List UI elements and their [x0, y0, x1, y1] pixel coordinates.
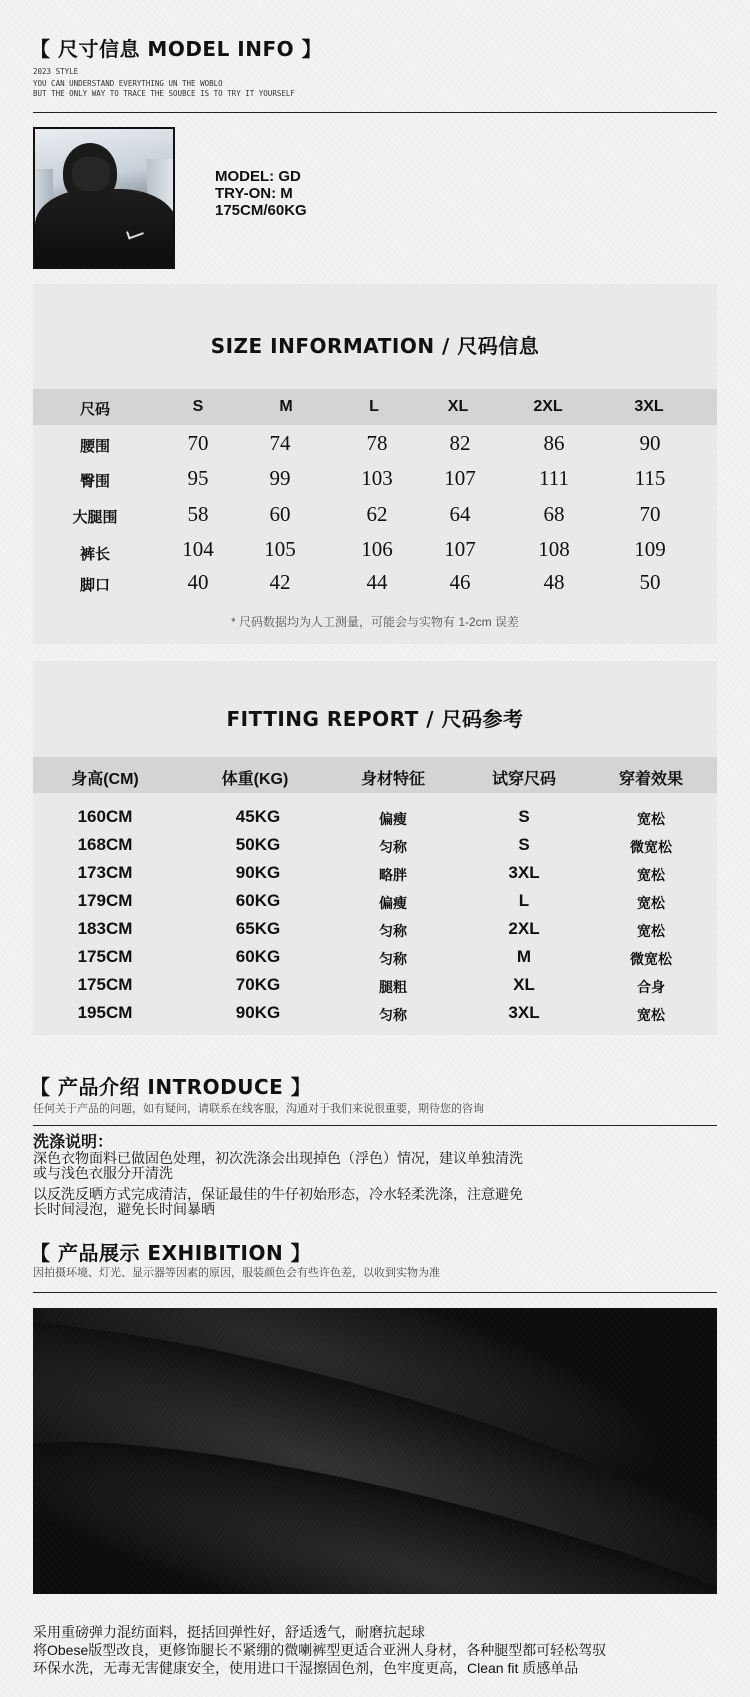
size-cell: 90 — [639, 431, 661, 455]
size-cell: 40 — [187, 570, 209, 594]
model-try-on: TRY-ON: M — [215, 185, 293, 202]
fit-col-header: 试穿尺码 — [491, 771, 556, 788]
fit-cell: 匀称 — [379, 1007, 407, 1023]
fit-cell: 偏瘦 — [379, 895, 407, 911]
wash-line-1b: 或与浅色衣服分开清洗 — [33, 1165, 173, 1181]
description-line-2: 将Obese版型改良，更修饰腿长不紧绷的微喇裤型更适合亚洲人身材，各种腿型都可轻松驾驭 — [33, 1642, 607, 1658]
size-cell: 104 — [182, 537, 214, 561]
fit-cell: 70KG — [235, 975, 281, 994]
fit-cell: 腿粗 — [379, 979, 407, 995]
wash-line-2a: 以反洗反晒方式完成清洁，保证最佳的牛仔初始形态，冷水轻柔洗涤，注意避免 — [33, 1186, 523, 1202]
size-cell: 50 — [639, 570, 661, 594]
size-cell: 48 — [543, 570, 565, 594]
size-col-header: M — [279, 398, 293, 415]
size-col-header: 2XL — [533, 398, 563, 415]
size-col-header: L — [369, 398, 379, 415]
size-cell: 58 — [187, 502, 209, 526]
introduce-heading: 【 产品介绍 INTRODUCE 】 — [30, 1075, 312, 1099]
size-cell: 103 — [361, 466, 393, 490]
introduce-divider — [33, 1125, 717, 1126]
fit-cell: 宽松 — [637, 867, 665, 883]
size-cell: 42 — [269, 570, 291, 594]
size-cell: 82 — [449, 431, 471, 455]
exhibition-divider — [33, 1292, 717, 1293]
size-cell: 60 — [269, 502, 291, 526]
tagline-1: YOU CAN UNDERSTAND EVERYTHING UN THE WOBLO — [33, 79, 223, 88]
fit-cell: XL — [513, 975, 535, 994]
fit-cell: 90KG — [235, 863, 281, 882]
size-row-label: 大腿围 — [72, 509, 118, 526]
fit-cell: 偏瘦 — [379, 811, 407, 827]
fit-cell: 匀称 — [379, 923, 407, 939]
fit-cell: 60KG — [235, 947, 281, 966]
tagline-2: BUT THE ONLY WAY TO TRACE THE SOUBCE IS TO TRY IT YOURSELF — [33, 89, 295, 98]
size-info-title: SIZE INFORMATION / 尺码信息 — [210, 334, 540, 358]
size-cell: 108 — [538, 537, 570, 561]
size-cell: 46 — [449, 570, 471, 594]
fit-cell: 50KG — [235, 835, 281, 854]
model-stats: 175CM/60KG — [215, 202, 307, 219]
style-year: 2023 STYLE — [33, 67, 79, 76]
fit-cell: 195CM — [77, 1003, 133, 1022]
size-measure-note: * 尺码数据均为人工测量，可能会与实物有 1-2cm 误差 — [230, 615, 519, 629]
size-cell: 62 — [366, 502, 388, 526]
model-info — [215, 168, 307, 219]
fit-cell: 匀称 — [379, 839, 407, 855]
fit-cell: 宽松 — [637, 1007, 665, 1023]
fabric-closeup-photo — [33, 1308, 717, 1594]
fit-cell: 2XL — [508, 919, 540, 938]
fit-cell: 90KG — [235, 1003, 281, 1022]
fit-cell: 匀称 — [379, 951, 407, 967]
size-cell: 109 — [634, 537, 666, 561]
size-cell: 64 — [449, 502, 471, 526]
wash-line-1a: 深色衣物面料已做固色处理，初次洗涤会出现掉色（浮色）情况，建议单独清洗 — [33, 1150, 523, 1166]
size-col-header: S — [192, 398, 204, 415]
size-cell: 74 — [269, 431, 291, 455]
introduce-subtitle: 任何关于产品的问题，如有疑问，请联系在线客服，沟通对于我们来说很重要，期待您的咨询 — [33, 1103, 484, 1115]
model-photo — [33, 127, 175, 269]
fit-cell: S — [518, 835, 530, 854]
fit-cell: 45KG — [235, 807, 281, 826]
wash-title: 洗涤说明： — [33, 1134, 114, 1151]
size-row-label: 腰围 — [79, 438, 110, 455]
model-info-heading: 【 尺寸信息 MODEL INFO 】 — [30, 37, 323, 61]
size-cell: 99 — [269, 466, 291, 490]
fit-cell: 65KG — [235, 919, 281, 938]
size-col-header: 3XL — [634, 398, 664, 415]
size-cell: 70 — [639, 502, 661, 526]
size-cell: 107 — [444, 537, 476, 561]
fit-cell: L — [518, 891, 530, 910]
size-cell: 95 — [187, 466, 209, 490]
size-cell: 106 — [361, 537, 393, 561]
size-cell: 78 — [366, 431, 388, 455]
size-cell: 44 — [366, 570, 388, 594]
fit-cell: 合身 — [637, 979, 665, 995]
fit-cell: 179CM — [77, 891, 133, 910]
size-cell: 107 — [444, 466, 476, 490]
fit-cell: 168CM — [77, 835, 133, 854]
description-line-1: 采用重磅弹力混纺面料，挺括回弹性好，舒适透气，耐磨抗起球 — [33, 1624, 425, 1640]
size-cell: 115 — [634, 466, 666, 490]
size-cell: 68 — [543, 502, 565, 526]
size-col-header: 尺码 — [79, 401, 110, 418]
fit-cell: 3XL — [508, 863, 540, 882]
exhibition-heading: 【 产品展示 EXHIBITION 】 — [30, 1241, 312, 1265]
size-cell: 111 — [539, 466, 569, 490]
fit-cell: 微宽松 — [630, 951, 672, 967]
size-col-header: XL — [447, 398, 469, 415]
fit-col-header: 穿着效果 — [618, 771, 683, 788]
fit-col-header: 体重(KG) — [221, 771, 289, 788]
fit-cell: 略胖 — [379, 867, 407, 883]
fit-col-header: 身材特征 — [360, 771, 425, 788]
fit-cell: 173CM — [77, 863, 133, 882]
fit-cell: 3XL — [508, 1003, 540, 1022]
fit-col-header: 身高(CM) — [71, 771, 139, 788]
fit-cell: 175CM — [77, 975, 133, 994]
size-row-label: 臀围 — [79, 473, 110, 490]
fit-cell: 160CM — [77, 807, 133, 826]
size-row-label: 脚口 — [79, 577, 110, 594]
fit-cell: 183CM — [77, 919, 133, 938]
model-name: MODEL: GD — [215, 168, 301, 185]
fit-cell: 60KG — [235, 891, 281, 910]
size-row-label: 裤长 — [79, 546, 110, 563]
fit-cell: 175CM — [77, 947, 133, 966]
exhibition-subtitle: 因拍摄环境、灯光、显示器等因素的原因，服装颜色会有些许色差，以收到实物为准 — [33, 1267, 440, 1279]
size-cell: 70 — [187, 431, 209, 455]
size-cell: 86 — [543, 431, 565, 455]
fit-cell: 宽松 — [637, 811, 665, 827]
size-cell: 105 — [264, 537, 296, 561]
fit-cell: 宽松 — [637, 923, 665, 939]
fit-cell: 微宽松 — [630, 839, 672, 855]
fitting-report-title: FITTING REPORT / 尺码参考 — [226, 707, 524, 731]
fit-cell: M — [516, 947, 532, 966]
fit-cell: S — [518, 807, 530, 826]
fit-cell: 宽松 — [637, 895, 665, 911]
header-divider — [33, 112, 717, 113]
description-line-3: 环保水洗，无毒无害健康安全，使用进口干湿擦固色剂，色牢度更高，Clean fit 质感单品 — [33, 1660, 579, 1676]
wash-line-2b: 长时间浸泡，避免长时间暴晒 — [33, 1201, 215, 1217]
